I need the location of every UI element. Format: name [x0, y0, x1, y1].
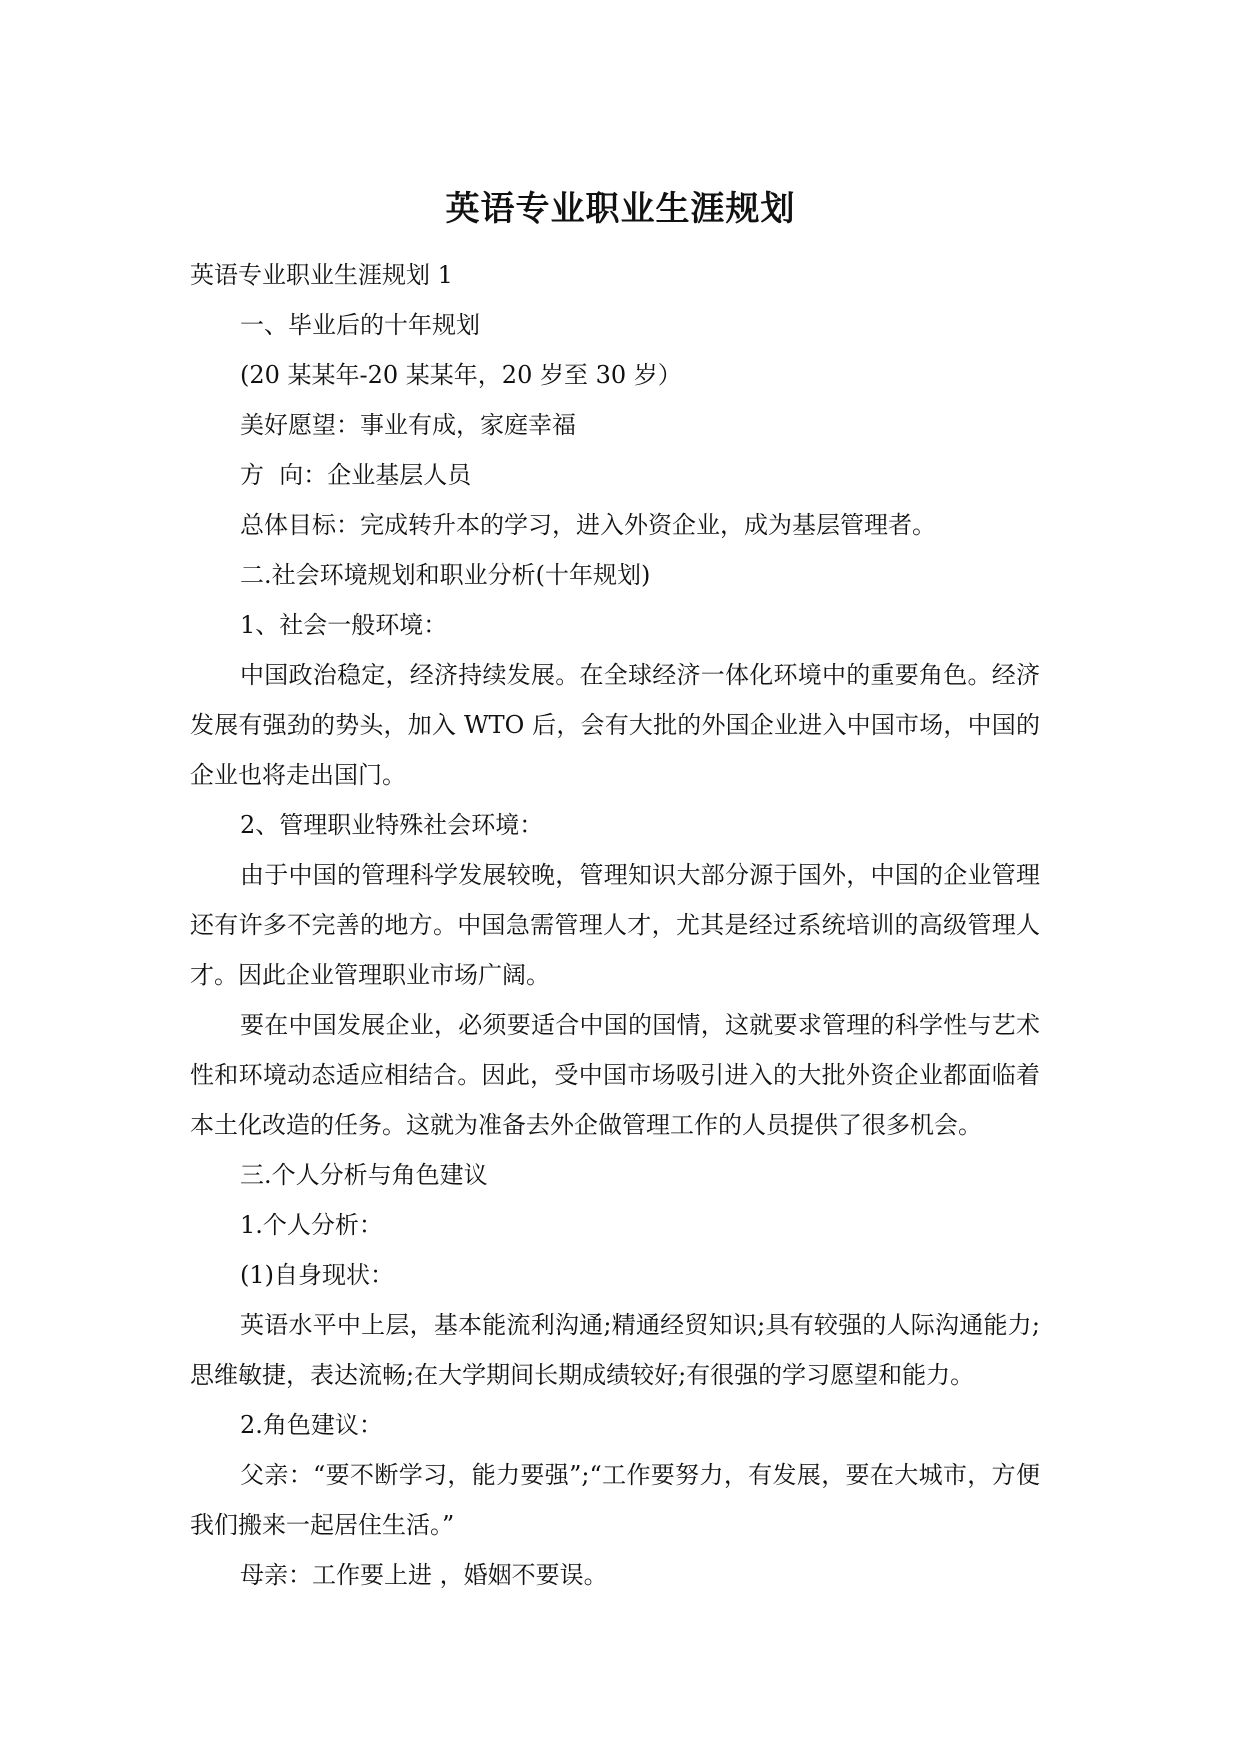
section-heading: 二.社会环境规划和职业分析(十年规划) [240, 561, 651, 589]
section-heading: 三.个人分析与角色建议 [240, 1161, 488, 1189]
paragraph: 英语水平中上层，基本能流利沟通;精通经贸知识;具有较强的人际沟通能力;思维敏捷，表达流畅;在大学期间长期成绩较好;有很强的学习愿望和能力。 [190, 1311, 1040, 1389]
paragraph: 母亲：工作要上进 ，婚姻不要误。 [240, 1561, 608, 1589]
paragraph: 中国政治稳定，经济持续发展。在全球经济一体化环境中的重要角色。经济发展有强劲的势头，加入 WTO 后，会有大批的外国企业进入中国市场，中国的企业也将走出国门。 [190, 661, 1040, 789]
paragraph: (20 某某年-20 某某年，20 岁至 30 岁） [240, 361, 682, 389]
paragraph: 要在中国发展企业，必须要适合中国的国情，这就要求管理的科学性与艺术性和环境动态适应相结合。因此，受中国市场吸引进入的大批外资企业都面临着本土化改造的任务。这就为准备去外企做管理工作的人员提供了很多机会。 [190, 1011, 1040, 1139]
subsection-heading: 2.角色建议： [240, 1411, 383, 1439]
paragraph: 方 向：企业基层人员 [240, 461, 472, 489]
paragraph: 美好愿望：事业有成，家庭幸福 [240, 411, 576, 439]
subsection-heading: 2、管理职业特殊社会环境： [240, 811, 544, 839]
paragraph: 由于中国的管理科学发展较晚，管理知识大部分源于国外，中国的企业管理还有许多不完善的地方。中国急需管理人才，尤其是经过系统培训的高级管理人才。因此企业管理职业市场广阔。 [190, 861, 1040, 989]
section-heading: 一、毕业后的十年规划 [240, 311, 480, 339]
document-title: 英语专业职业生涯规划 [445, 189, 796, 229]
paragraph: 英语专业职业生涯规划 1 [190, 261, 453, 289]
subsection-heading: 1、社会一般环境： [240, 611, 448, 639]
document-body [190, 250, 1040, 1600]
paragraph: 总体目标：完成转升本的学习，进入外资企业，成为基层管理者。 [240, 511, 936, 539]
subsection-heading: 1.个人分析： [240, 1211, 383, 1239]
paragraph: 父亲：“要不断学习，能力要强”;“工作要努力，有发展，要在大城市，方便我们搬来一起居住生活。” [190, 1461, 1040, 1539]
subsection-heading: (1)自身现状： [240, 1261, 394, 1289]
